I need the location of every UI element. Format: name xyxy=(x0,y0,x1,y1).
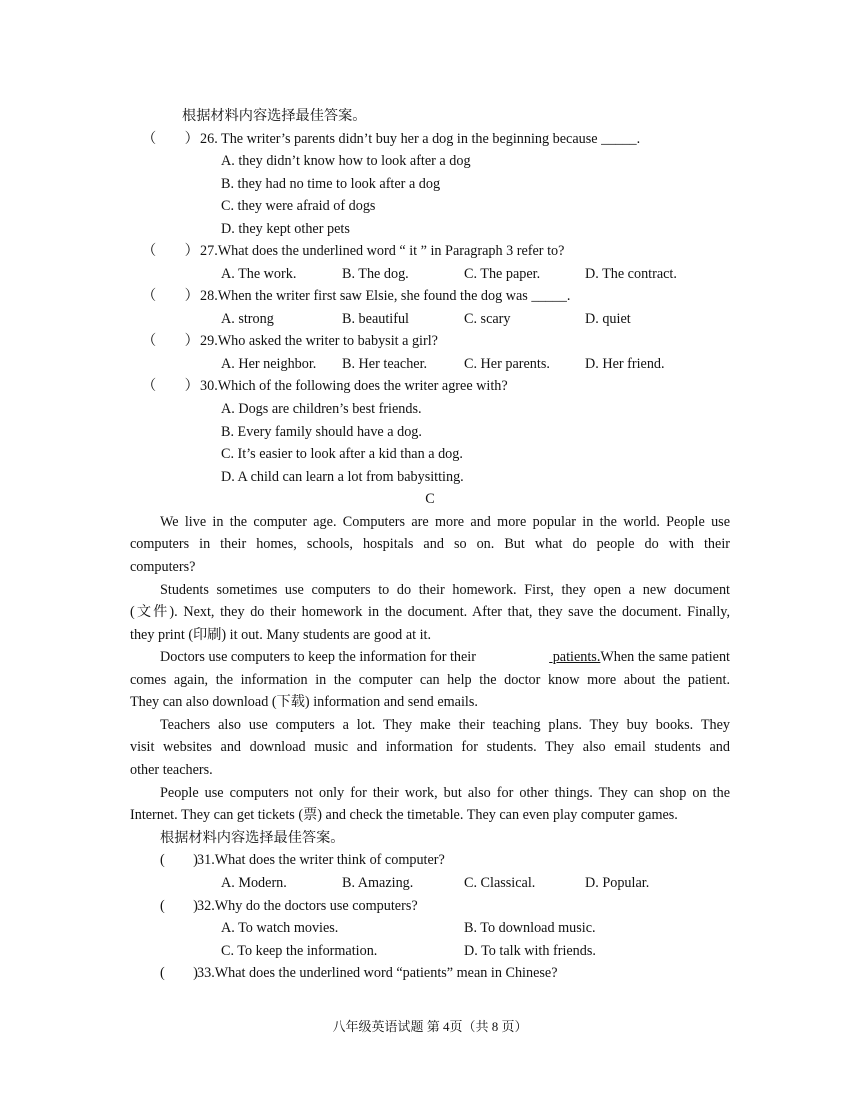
option: B. To download music. xyxy=(464,920,596,936)
passage-line: (文件). Next, they do their homework in the document. After that, they save the document. Finally, xyxy=(130,604,730,620)
option: A. The work. xyxy=(221,266,297,282)
option: C. It’s easier to look after a kid than a dog. xyxy=(221,446,463,462)
answer-bracket[interactable]: （ ） xyxy=(142,243,199,259)
option: A. Dogs are children’s best friends. xyxy=(221,401,422,417)
option: B. beautiful xyxy=(342,311,409,327)
option: A. they didn’t know how to look after a dog xyxy=(221,153,471,169)
option: B. Her teacher. xyxy=(342,356,428,372)
page-footer: 八年级英语试题 第 4页（共 8 页） xyxy=(332,1019,528,1034)
option: B. Every family should have a dog. xyxy=(221,424,422,440)
option: B. they had no time to look after a dog xyxy=(221,176,441,192)
passage-line: they print (印刷) it out. Many students are good at it. xyxy=(130,627,432,643)
option: C. The paper. xyxy=(464,266,541,282)
option: C. scary xyxy=(464,311,511,327)
option: D. A child can learn a lot from babysitting. xyxy=(221,469,464,485)
answer-bracket[interactable]: ( ) xyxy=(160,898,198,914)
passage-text: Doctors use computers to keep the information for their xyxy=(160,649,476,665)
question-stem: 33.What does the underlined word “patients” mean in Chinese? xyxy=(197,965,558,981)
option: D. quiet xyxy=(585,311,631,327)
instruction-c: 根据材料内容选择最佳答案。 xyxy=(160,830,345,846)
question-stem: 30.Which of the following does the writer agree with? xyxy=(200,378,508,394)
option: C. Her parents. xyxy=(464,356,550,372)
passage-text: When the same patient xyxy=(600,649,730,665)
option: A. strong xyxy=(221,311,274,327)
answer-bracket[interactable]: （ ） xyxy=(142,288,199,304)
answer-bracket[interactable]: （ ） xyxy=(142,333,199,349)
option: C. To keep the information. xyxy=(221,943,378,959)
option: C. Classical. xyxy=(464,875,536,891)
question-stem: 32.Why do the doctors use computers? xyxy=(197,898,418,914)
passage-line: visit websites and download music and information for students. They also email students and xyxy=(130,739,730,755)
passage-line: Students sometimes use computers to do their homework. First, they open a new document xyxy=(160,582,730,598)
passage-line: We live in the computer age. Computers are more and more popular in the world. People use xyxy=(160,514,730,530)
passage-line xyxy=(160,647,730,667)
question-stem: 29.Who asked the writer to babysit a girl? xyxy=(200,333,438,349)
question-stem: 27.What does the underlined word “ it ” in Paragraph 3 refer to? xyxy=(200,243,565,259)
instruction-b: 根据材料内容选择最佳答案。 xyxy=(182,108,367,124)
question-stem: 26. The writer’s parents didn’t buy her a dog in the beginning because _____. xyxy=(200,131,641,147)
option: D. Popular. xyxy=(585,875,650,891)
passage-line: comes again, the information in the computer can help the doctor know more about the patient. xyxy=(130,672,730,688)
option: D. The contract. xyxy=(585,266,677,282)
passage-line: computers in their homes, schools, hospitals and so on. But what do people do with their xyxy=(130,536,730,552)
option: A. Modern. xyxy=(221,875,287,891)
passage-line: computers? xyxy=(130,559,196,575)
option: D. they kept other pets xyxy=(221,221,350,237)
option: B. The dog. xyxy=(342,266,409,282)
answer-bracket[interactable]: （ ） xyxy=(142,131,199,147)
question-stem: 31.What does the writer think of computer? xyxy=(197,852,445,868)
option: C. they were afraid of dogs xyxy=(221,198,376,214)
question-stem: 28.When the writer first saw Elsie, she found the dog was _____. xyxy=(200,288,571,304)
passage-line: other teachers. xyxy=(130,762,213,778)
option: D. To talk with friends. xyxy=(464,943,596,959)
passage-line: Internet. They can get tickets (票) and check the timetable. They can even play computer games. xyxy=(130,807,678,823)
option: A. To watch movies. xyxy=(221,920,339,936)
passage-line: People use computers not only for their work, but also for other things. They can shop on the xyxy=(160,785,730,801)
passage-line: They can also download (下载) information and send emails. xyxy=(130,694,478,710)
answer-bracket[interactable]: （ ） xyxy=(142,378,199,394)
answer-bracket[interactable]: ( ) xyxy=(160,852,198,868)
section-heading: C xyxy=(425,491,435,507)
option: B. Amazing. xyxy=(342,875,414,891)
passage-line: Teachers also use computers a lot. They make their teaching plans. They buy books. They xyxy=(160,717,730,733)
underlined-word: patients. xyxy=(549,649,601,665)
option: A. Her neighbor. xyxy=(221,356,317,372)
answer-bracket[interactable]: ( ) xyxy=(160,965,198,981)
option: D. Her friend. xyxy=(585,356,665,372)
